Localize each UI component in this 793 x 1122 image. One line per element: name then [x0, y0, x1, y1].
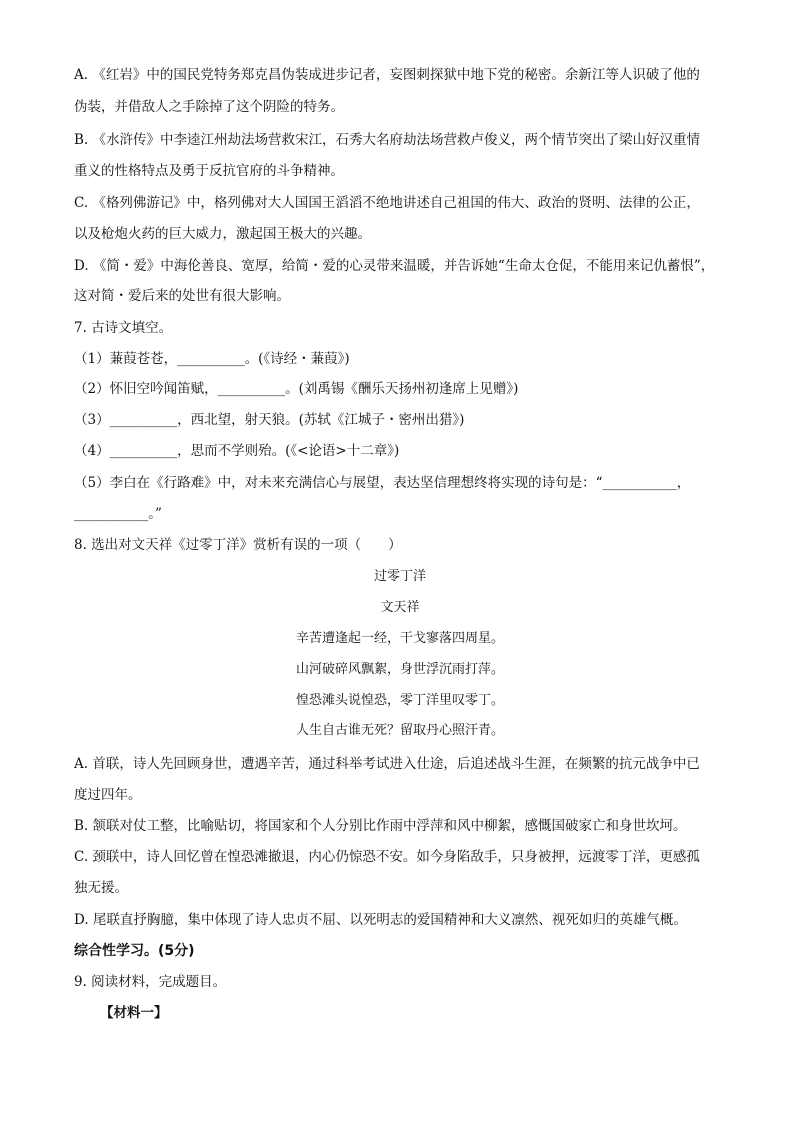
- q7-item-3: （3）__________，西北望，射天狼。(苏轼《江城子・密州出猎》): [74, 412, 465, 428]
- q9-title: 9. 阅读材料，完成题目。: [74, 974, 227, 990]
- q6-option-d-line1: D. 《简・爱》中海伦善良、宽厚，给简・爱的心灵带来温暖，并告诉她“生命太仓促，不能用来记仇蓄恨”，: [74, 258, 715, 274]
- q6-option-b-line2: 重义的性格特点及勇于反抗官府的斗争精神。: [74, 163, 344, 179]
- q8-option-d: D. 尾联直抒胸臆，集中体现了诗人忠贞不屈、以死明志的爱国精神和大义凛然、视死如归的英雄气概。: [74, 912, 687, 928]
- q8-option-b: B. 颔联对仗工整，比喻贴切，将国家和个人分别比作雨中浮萍和风中柳絮，感慨国破家亡和身世坎坷。: [74, 818, 687, 834]
- material-1-label: 【材料一】: [100, 1005, 168, 1021]
- q6-option-b-line1: B. 《水浒传》中李逵江州劫法场营救宋江，石秀大名府劫法场营救卢俊义，两个情节突出了梁山好汉重情: [74, 132, 701, 148]
- q8-option-a-line2: 度过四年。: [74, 787, 142, 803]
- poem-line-1: 辛苦遭逢起一经，干戈寥落四周星。: [295, 631, 504, 646]
- poem-line-3: 惶恐滩头说惶恐，零丁洋里叹零丁。: [295, 693, 504, 708]
- q7-item-1: （1）蒹葭苍苍，__________。(《诗经・蒹葭》): [74, 351, 350, 367]
- q8-option-c-line1: C. 颈联中，诗人回忆曾在惶恐滩撤退，内心仍惊恐不安。如今身陷敌手，只身被押，远渡零丁洋，更感孤: [74, 849, 700, 865]
- q8-title: 8. 选出对文天祥《过零丁洋》赏析有误的一项（ ）: [74, 537, 402, 553]
- q6-option-c-line1: C. 《格列佛游记》中，格列佛对大人国国王滔滔不绝地讲述自己祖国的伟大、政治的贤明、法律的公正，: [74, 195, 700, 211]
- poem-line-2: 山河破碎风飘絮，身世浮沉雨打萍。: [295, 662, 504, 677]
- poem-line-4: 人生自古谁无死？留取丹心照汗青。: [295, 723, 504, 738]
- q7-item-2: （2）怀旧空吟闻笛赋，__________。(刘禹锡《酬乐天扬州初逢席上见赠》): [74, 381, 519, 397]
- q8-option-a-line1: A. 首联，诗人先回顾身世，遭遇辛苦，通过科举考试进入仕途，后追述战斗生涯，在频繁的抗元战争中已: [74, 756, 700, 772]
- q7-item-4: （4）__________，思而不学则殆。(《<论语>十二章》): [74, 443, 400, 459]
- q8-option-c-line2: 独无援。: [74, 880, 128, 896]
- q6-option-c-line2: 以及枪炮火药的巨大威力，激起国王极大的兴趣。: [74, 226, 371, 242]
- poem-title: 过零丁洋: [373, 569, 426, 584]
- q7-item-5-line2: ___________。”: [74, 506, 162, 522]
- poem-author: 文天祥: [380, 600, 420, 615]
- section-heading: 综合性学习。(5分): [74, 943, 195, 959]
- q7-title: 7. 古诗文填空。: [74, 320, 173, 336]
- q7-item-5-line1: （5）李白在《行路难》中，对未来充满信心与展望，表达坚信理想终将实现的诗句是：“___________，: [74, 475, 691, 491]
- q6-option-a-line2: 伪装，并借敌人之手除掉了这个阴险的特务。: [74, 99, 344, 115]
- q6-option-a-line1: A. 《红岩》中的国民党特务郑克昌伪装成进步记者，妄图刺探狱中地下党的秘密。余新江等人识破了他的: [74, 67, 700, 83]
- q6-option-d-line2: 这对简・爱后来的处世有很大影响。: [74, 288, 290, 304]
